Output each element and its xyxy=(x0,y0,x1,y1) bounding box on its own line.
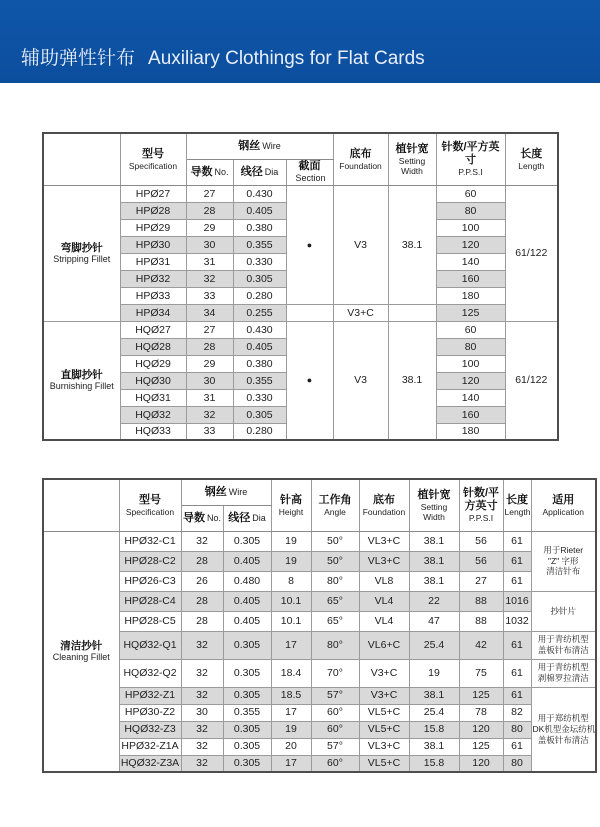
ppsi-cell: 180 xyxy=(436,423,505,440)
foundation-cell: V3 xyxy=(333,185,388,304)
header-row xyxy=(43,133,558,159)
header-label-en: Application xyxy=(542,506,585,517)
header-wire-no xyxy=(181,505,223,531)
spec-cell: HPØ28-C4 xyxy=(119,591,181,611)
spec-cell: HPØ27 xyxy=(120,185,186,202)
header-angle xyxy=(311,479,359,531)
group-label-en: Stripping Fillet xyxy=(53,254,111,265)
spec-cell: HQØ32-Q1 xyxy=(119,631,181,659)
ppsi-cell: 120 xyxy=(436,372,505,389)
length-cell: 61 xyxy=(503,738,531,755)
height-cell: 18.5 xyxy=(271,687,311,704)
wire-dia-cell: 0.405 xyxy=(223,611,271,631)
angle-cell: 50° xyxy=(311,551,359,571)
setting-width-cell: 25.4 xyxy=(409,704,459,721)
application-line: 抄针片 xyxy=(550,605,576,616)
header-wire-dia xyxy=(223,505,271,531)
table-row xyxy=(43,531,596,551)
ppsi-cell: 120 xyxy=(436,236,505,253)
group-label-zh: 直脚抄针 xyxy=(60,369,103,382)
ppsi-cell: 100 xyxy=(436,355,505,372)
header-label-zh: 截面 xyxy=(298,159,321,172)
ppsi-cell: 27 xyxy=(459,571,503,591)
height-cell: 8 xyxy=(271,571,311,591)
table-row xyxy=(43,721,596,738)
ppsi-cell: 120 xyxy=(459,721,503,738)
row-group-label xyxy=(43,531,119,772)
spec-cell: HQØ32-Z3 xyxy=(119,721,181,738)
wire-dia-cell: 0.430 xyxy=(233,185,286,202)
header-label-en: Length xyxy=(518,160,545,171)
angle-cell: 60° xyxy=(311,704,359,721)
angle-cell: 60° xyxy=(311,755,359,772)
ppsi-cell: 100 xyxy=(436,219,505,236)
application-line: 用于郑纺机型 xyxy=(537,713,589,724)
wire-section-dot: ● xyxy=(286,185,333,304)
header-spec xyxy=(120,133,186,185)
row-group-label xyxy=(43,321,120,440)
header-label-zh: 型号 xyxy=(142,147,164,160)
wire-no-cell: 28 xyxy=(181,611,223,631)
ppsi-cell: 140 xyxy=(436,389,505,406)
foundation-cell: VL3+C xyxy=(359,531,409,551)
header-label-zh: 长度 xyxy=(506,493,528,506)
ppsi-cell: 160 xyxy=(436,270,505,287)
wire-dia-cell: 0.305 xyxy=(233,270,286,287)
length-cell: 61 xyxy=(503,531,531,551)
application-line: DK机型金坛纺机 xyxy=(532,723,596,734)
header-wire-dia xyxy=(233,159,286,185)
spec-cell: HPØ28-C5 xyxy=(119,611,181,631)
header-application xyxy=(531,479,596,531)
spec-cell: HPØ30 xyxy=(120,236,186,253)
angle-cell: 65° xyxy=(311,611,359,631)
setting-width-cell: 15.8 xyxy=(409,721,459,738)
foundation-cell: VL5+C xyxy=(359,721,409,738)
application-cell xyxy=(531,591,596,631)
spec-cell: HQØ29 xyxy=(120,355,186,372)
wire-no-cell: 29 xyxy=(186,355,233,372)
header-length xyxy=(503,479,531,531)
ppsi-cell: 80 xyxy=(436,338,505,355)
header-setting-width xyxy=(409,479,459,531)
header-label-en: Wire xyxy=(228,486,248,497)
wire-dia-cell: 0.380 xyxy=(233,219,286,236)
row-group-label xyxy=(43,185,120,321)
angle-cell: 60° xyxy=(311,721,359,738)
height-cell: 17 xyxy=(271,755,311,772)
foundation-cell: V3 xyxy=(333,321,388,440)
wire-no-cell: 32 xyxy=(186,270,233,287)
wire-no-cell: 30 xyxy=(186,372,233,389)
height-cell: 17 xyxy=(271,631,311,659)
height-cell: 10.1 xyxy=(271,591,311,611)
ppsi-cell: 88 xyxy=(459,591,503,611)
application-cell xyxy=(531,531,596,591)
application-line: 用于Rieter xyxy=(543,545,584,556)
wire-no-cell: 32 xyxy=(181,631,223,659)
ppsi-cell: 125 xyxy=(459,687,503,704)
spec-cell: HQØ27 xyxy=(120,321,186,338)
header-label-en: P.P.S.I xyxy=(458,167,483,178)
ppsi-cell: 180 xyxy=(436,287,505,304)
wire-no-cell: 27 xyxy=(186,185,233,202)
header-label-zh: 长度 xyxy=(520,147,543,160)
height-cell: 19 xyxy=(271,531,311,551)
wire-dia-cell: 0.280 xyxy=(233,423,286,440)
wire-no-cell: 27 xyxy=(186,321,233,338)
header-setting-width xyxy=(388,133,436,185)
wire-dia-cell: 0.305 xyxy=(223,531,271,551)
setting-width-cell: 22 xyxy=(409,591,459,611)
header-foundation xyxy=(359,479,409,531)
wire-dia-cell: 0.330 xyxy=(233,253,286,270)
angle-cell: 80° xyxy=(311,571,359,591)
wire-no-cell: 28 xyxy=(186,338,233,355)
page-title-zh: 辅助弹性针布 xyxy=(21,48,136,69)
spec-cell: HPØ28-C2 xyxy=(119,551,181,571)
angle-cell: 50° xyxy=(311,531,359,551)
header-label-en: Dia xyxy=(264,166,279,177)
header-wire-no xyxy=(186,159,233,185)
length-cell: 80 xyxy=(503,755,531,772)
application-line: 清洁针布 xyxy=(546,566,581,577)
length-cell: 61 xyxy=(503,631,531,659)
spec-cell: HQØ31 xyxy=(120,389,186,406)
header-ppsi xyxy=(436,133,505,185)
setting-width-cell: 38.1 xyxy=(388,185,436,304)
spec-cell: HPØ26-C3 xyxy=(119,571,181,591)
header-label-en: Angle xyxy=(324,506,346,517)
header-label-zh: 钢丝 xyxy=(204,485,227,498)
table-row xyxy=(43,755,596,772)
spec-cell: HQØ32-Q2 xyxy=(119,659,181,687)
table-row xyxy=(43,738,596,755)
spec-cell: HQØ32-Z3A xyxy=(119,755,181,772)
length-cell: 61 xyxy=(503,687,531,704)
ppsi-cell: 125 xyxy=(459,738,503,755)
ppsi-cell: 160 xyxy=(436,406,505,423)
header-label-zh: 导数 xyxy=(190,165,213,178)
page-title-en: Auxiliary Clothings for Flat Cards xyxy=(148,48,425,69)
foundation-cell: V3+C xyxy=(333,304,388,321)
setting-width-cell: 15.8 xyxy=(409,755,459,772)
foundation-cell: VL8 xyxy=(359,571,409,591)
application-cell xyxy=(531,687,596,772)
page-header-bar xyxy=(0,0,600,83)
foundation-cell: V3+C xyxy=(359,687,409,704)
header-label-en: Dia xyxy=(252,512,266,523)
wire-dia-cell: 0.305 xyxy=(223,659,271,687)
spec-cell: HPØ30-Z2 xyxy=(119,704,181,721)
ppsi-cell: 88 xyxy=(459,611,503,631)
wire-no-cell: 32 xyxy=(181,687,223,704)
group-label-zh: 弯脚抄针 xyxy=(60,241,103,254)
group-label-zh: 清洁抄针 xyxy=(60,639,103,652)
angle-cell: 80° xyxy=(311,631,359,659)
ppsi-cell: 56 xyxy=(459,551,503,571)
wire-no-cell: 32 xyxy=(186,406,233,423)
table-row xyxy=(43,704,596,721)
ppsi-cell: 78 xyxy=(459,704,503,721)
spec-cell: HPØ32 xyxy=(120,270,186,287)
header-label-zh: 工作角 xyxy=(318,493,352,506)
table-row xyxy=(43,321,558,338)
wire-dia-cell: 0.255 xyxy=(233,304,286,321)
wire-no-cell: 26 xyxy=(181,571,223,591)
wire-dia-cell: 0.405 xyxy=(233,202,286,219)
header-label-en: Height xyxy=(278,506,304,517)
angle-cell: 57° xyxy=(311,687,359,704)
wire-no-cell: 32 xyxy=(181,755,223,772)
spec-cell: HPØ32-Z1A xyxy=(119,738,181,755)
wire-dia-cell: 0.280 xyxy=(233,287,286,304)
header-label-en: Section xyxy=(295,173,326,184)
group-label-en: Cleaning Fillet xyxy=(52,652,110,663)
application-line: 盖板针布清洁 xyxy=(537,645,589,655)
page-title xyxy=(21,43,425,70)
header-label-zh: 植针宽 xyxy=(417,488,451,501)
setting-width-cell xyxy=(388,304,436,321)
spec-cell: HPØ32-Z1 xyxy=(119,687,181,704)
height-cell: 10.1 xyxy=(271,611,311,631)
table-row xyxy=(43,659,596,687)
length-cell: 61 xyxy=(503,659,531,687)
length-cell: 61 xyxy=(503,551,531,571)
ppsi-cell: 60 xyxy=(436,185,505,202)
setting-width-cell: 38.1 xyxy=(388,321,436,440)
header-label-en: Wire xyxy=(262,140,281,151)
length-cell: 61 xyxy=(503,571,531,591)
wire-dia-cell: 0.355 xyxy=(223,704,271,721)
wire-no-cell: 28 xyxy=(186,202,233,219)
angle-cell: 70° xyxy=(311,659,359,687)
header-wire xyxy=(186,133,333,159)
header-ppsi xyxy=(459,479,503,531)
header-label-zh: 针数/平方英寸 xyxy=(441,141,500,167)
wire-dia-cell: 0.305 xyxy=(223,631,271,659)
ppsi-cell: 42 xyxy=(459,631,503,659)
table-row xyxy=(43,304,558,321)
header-label-zh: 针高 xyxy=(280,493,302,506)
header-label-en: Length xyxy=(504,506,531,517)
wire-dia-cell: 0.480 xyxy=(223,571,271,591)
stripping-burnishing-fillet-table xyxy=(42,132,559,441)
foundation-cell: VL4 xyxy=(359,591,409,611)
cleaning-fillet-table xyxy=(42,478,597,773)
wire-dia-cell: 0.380 xyxy=(233,355,286,372)
setting-width-cell: 38.1 xyxy=(409,551,459,571)
setting-width-cell: 19 xyxy=(409,659,459,687)
application-cell xyxy=(531,659,596,687)
wire-no-cell: 30 xyxy=(181,704,223,721)
length-cell: 80 xyxy=(503,721,531,738)
spec-cell: HPØ29 xyxy=(120,219,186,236)
application-line: 剥棉罗拉清洁 xyxy=(537,673,589,683)
header-height xyxy=(271,479,311,531)
wire-dia-cell: 0.405 xyxy=(223,551,271,571)
wire-no-cell: 31 xyxy=(186,389,233,406)
length-cell: 82 xyxy=(503,704,531,721)
setting-width-cell: 25.4 xyxy=(409,631,459,659)
wire-no-cell: 33 xyxy=(186,287,233,304)
header-label-en: Foundation xyxy=(362,506,406,517)
setting-width-cell: 38.1 xyxy=(409,738,459,755)
header-label-zh: 导数 xyxy=(182,511,205,524)
table-row xyxy=(43,611,596,631)
table-row xyxy=(43,631,596,659)
wire-no-cell: 34 xyxy=(186,304,233,321)
application-line: 盖板针布清洁 xyxy=(537,734,589,745)
application-line: 用于青纺机型 xyxy=(537,634,589,645)
wire-dia-cell: 0.305 xyxy=(223,721,271,738)
header-row xyxy=(43,479,596,505)
wire-dia-cell: 0.355 xyxy=(233,372,286,389)
wire-dia-cell: 0.305 xyxy=(223,755,271,772)
length-cell: 61/122 xyxy=(505,321,558,440)
ppsi-cell: 125 xyxy=(436,304,505,321)
header-label-zh: 型号 xyxy=(139,493,161,506)
wire-dia-cell: 0.405 xyxy=(233,338,286,355)
wire-no-cell: 32 xyxy=(181,738,223,755)
setting-width-cell: 38.1 xyxy=(409,687,459,704)
ppsi-cell: 80 xyxy=(436,202,505,219)
setting-width-cell: 47 xyxy=(409,611,459,631)
wire-dia-cell: 0.405 xyxy=(223,591,271,611)
header-label-zh: 线径 xyxy=(240,165,263,178)
wire-no-cell: 31 xyxy=(186,253,233,270)
spec-cell: HPØ32-C1 xyxy=(119,531,181,551)
header-label-en: No. xyxy=(206,512,221,523)
setting-width-cell: 38.1 xyxy=(409,531,459,551)
angle-cell: 65° xyxy=(311,591,359,611)
table-row xyxy=(43,591,596,611)
wire-dia-cell: 0.355 xyxy=(233,236,286,253)
wire-no-cell: 32 xyxy=(181,721,223,738)
header-wire-section xyxy=(286,159,333,185)
header-label-en: Specification xyxy=(125,506,175,517)
application-line: 用于青纺机型 xyxy=(537,662,589,673)
wire-section-dot: ● xyxy=(286,321,333,440)
ppsi-cell: 120 xyxy=(459,755,503,772)
foundation-cell: VL5+C xyxy=(359,704,409,721)
wire-no-cell: 32 xyxy=(181,531,223,551)
header-foundation xyxy=(333,133,388,185)
wire-dia-cell: 0.305 xyxy=(223,738,271,755)
table-row xyxy=(43,551,596,571)
height-cell: 19 xyxy=(271,551,311,571)
wire-dia-cell: 0.305 xyxy=(233,406,286,423)
wire-no-cell: 29 xyxy=(186,219,233,236)
setting-width-cell: 38.1 xyxy=(409,571,459,591)
foundation-cell: V3+C xyxy=(359,659,409,687)
wire-dia-cell: 0.330 xyxy=(233,389,286,406)
wire-no-cell: 28 xyxy=(181,551,223,571)
spec-cell: HPØ28 xyxy=(120,202,186,219)
header-label-en: Specification xyxy=(128,160,178,171)
application-cell xyxy=(531,631,596,659)
header-label-zh: 植针宽 xyxy=(395,142,429,155)
header-label-en: No. xyxy=(214,166,229,177)
header-corner xyxy=(43,133,120,185)
ppsi-cell: 60 xyxy=(436,321,505,338)
wire-section-cell xyxy=(286,304,333,321)
height-cell: 17 xyxy=(271,704,311,721)
spec-cell: HQØ30 xyxy=(120,372,186,389)
header-label-en: Foundation xyxy=(339,160,382,171)
header-label-zh: 底布 xyxy=(349,147,372,160)
spec-cell: HPØ33 xyxy=(120,287,186,304)
table-row xyxy=(43,571,596,591)
header-label-en: Setting Width xyxy=(420,501,448,522)
header-label-zh: 线径 xyxy=(228,511,251,524)
table-row xyxy=(43,687,596,704)
wire-no-cell: 32 xyxy=(181,659,223,687)
header-label-zh: 钢丝 xyxy=(238,139,261,152)
header-spec xyxy=(119,479,181,531)
foundation-cell: VL6+C xyxy=(359,631,409,659)
spec-cell: HPØ34 xyxy=(120,304,186,321)
spec-cell: HQØ32 xyxy=(120,406,186,423)
table-row xyxy=(43,185,558,202)
height-cell: 19 xyxy=(271,721,311,738)
application-line: "Z" 字形 xyxy=(547,555,579,566)
header-label-zh: 适用 xyxy=(552,493,575,506)
header-label-en: P.P.S.I xyxy=(468,513,494,524)
foundation-cell: VL4 xyxy=(359,611,409,631)
header-length xyxy=(505,133,558,185)
spec-cell: HQØ33 xyxy=(120,423,186,440)
wire-dia-cell: 0.430 xyxy=(233,321,286,338)
height-cell: 18.4 xyxy=(271,659,311,687)
length-cell: 1032 xyxy=(503,611,531,631)
group-label-en: Burnishing Fillet xyxy=(49,381,114,392)
wire-dia-cell: 0.305 xyxy=(223,687,271,704)
header-corner xyxy=(43,479,119,531)
length-cell: 61/122 xyxy=(505,185,558,321)
ppsi-cell: 75 xyxy=(459,659,503,687)
spec-cell: HPØ31 xyxy=(120,253,186,270)
spec-cell: HQØ28 xyxy=(120,338,186,355)
length-cell: 1016 xyxy=(503,591,531,611)
wire-no-cell: 30 xyxy=(186,236,233,253)
ppsi-cell: 56 xyxy=(459,531,503,551)
header-label-zh: 底布 xyxy=(373,493,395,506)
foundation-cell: VL3+C xyxy=(359,738,409,755)
wire-no-cell: 28 xyxy=(181,591,223,611)
header-wire xyxy=(181,479,271,505)
ppsi-cell: 140 xyxy=(436,253,505,270)
foundation-cell: VL5+C xyxy=(359,755,409,772)
height-cell: 20 xyxy=(271,738,311,755)
header-label-en: Setting Width xyxy=(398,155,426,176)
angle-cell: 57° xyxy=(311,738,359,755)
header-label-zh: 针数/平方英寸 xyxy=(462,487,500,513)
foundation-cell: VL3+C xyxy=(359,551,409,571)
wire-no-cell: 33 xyxy=(186,423,233,440)
